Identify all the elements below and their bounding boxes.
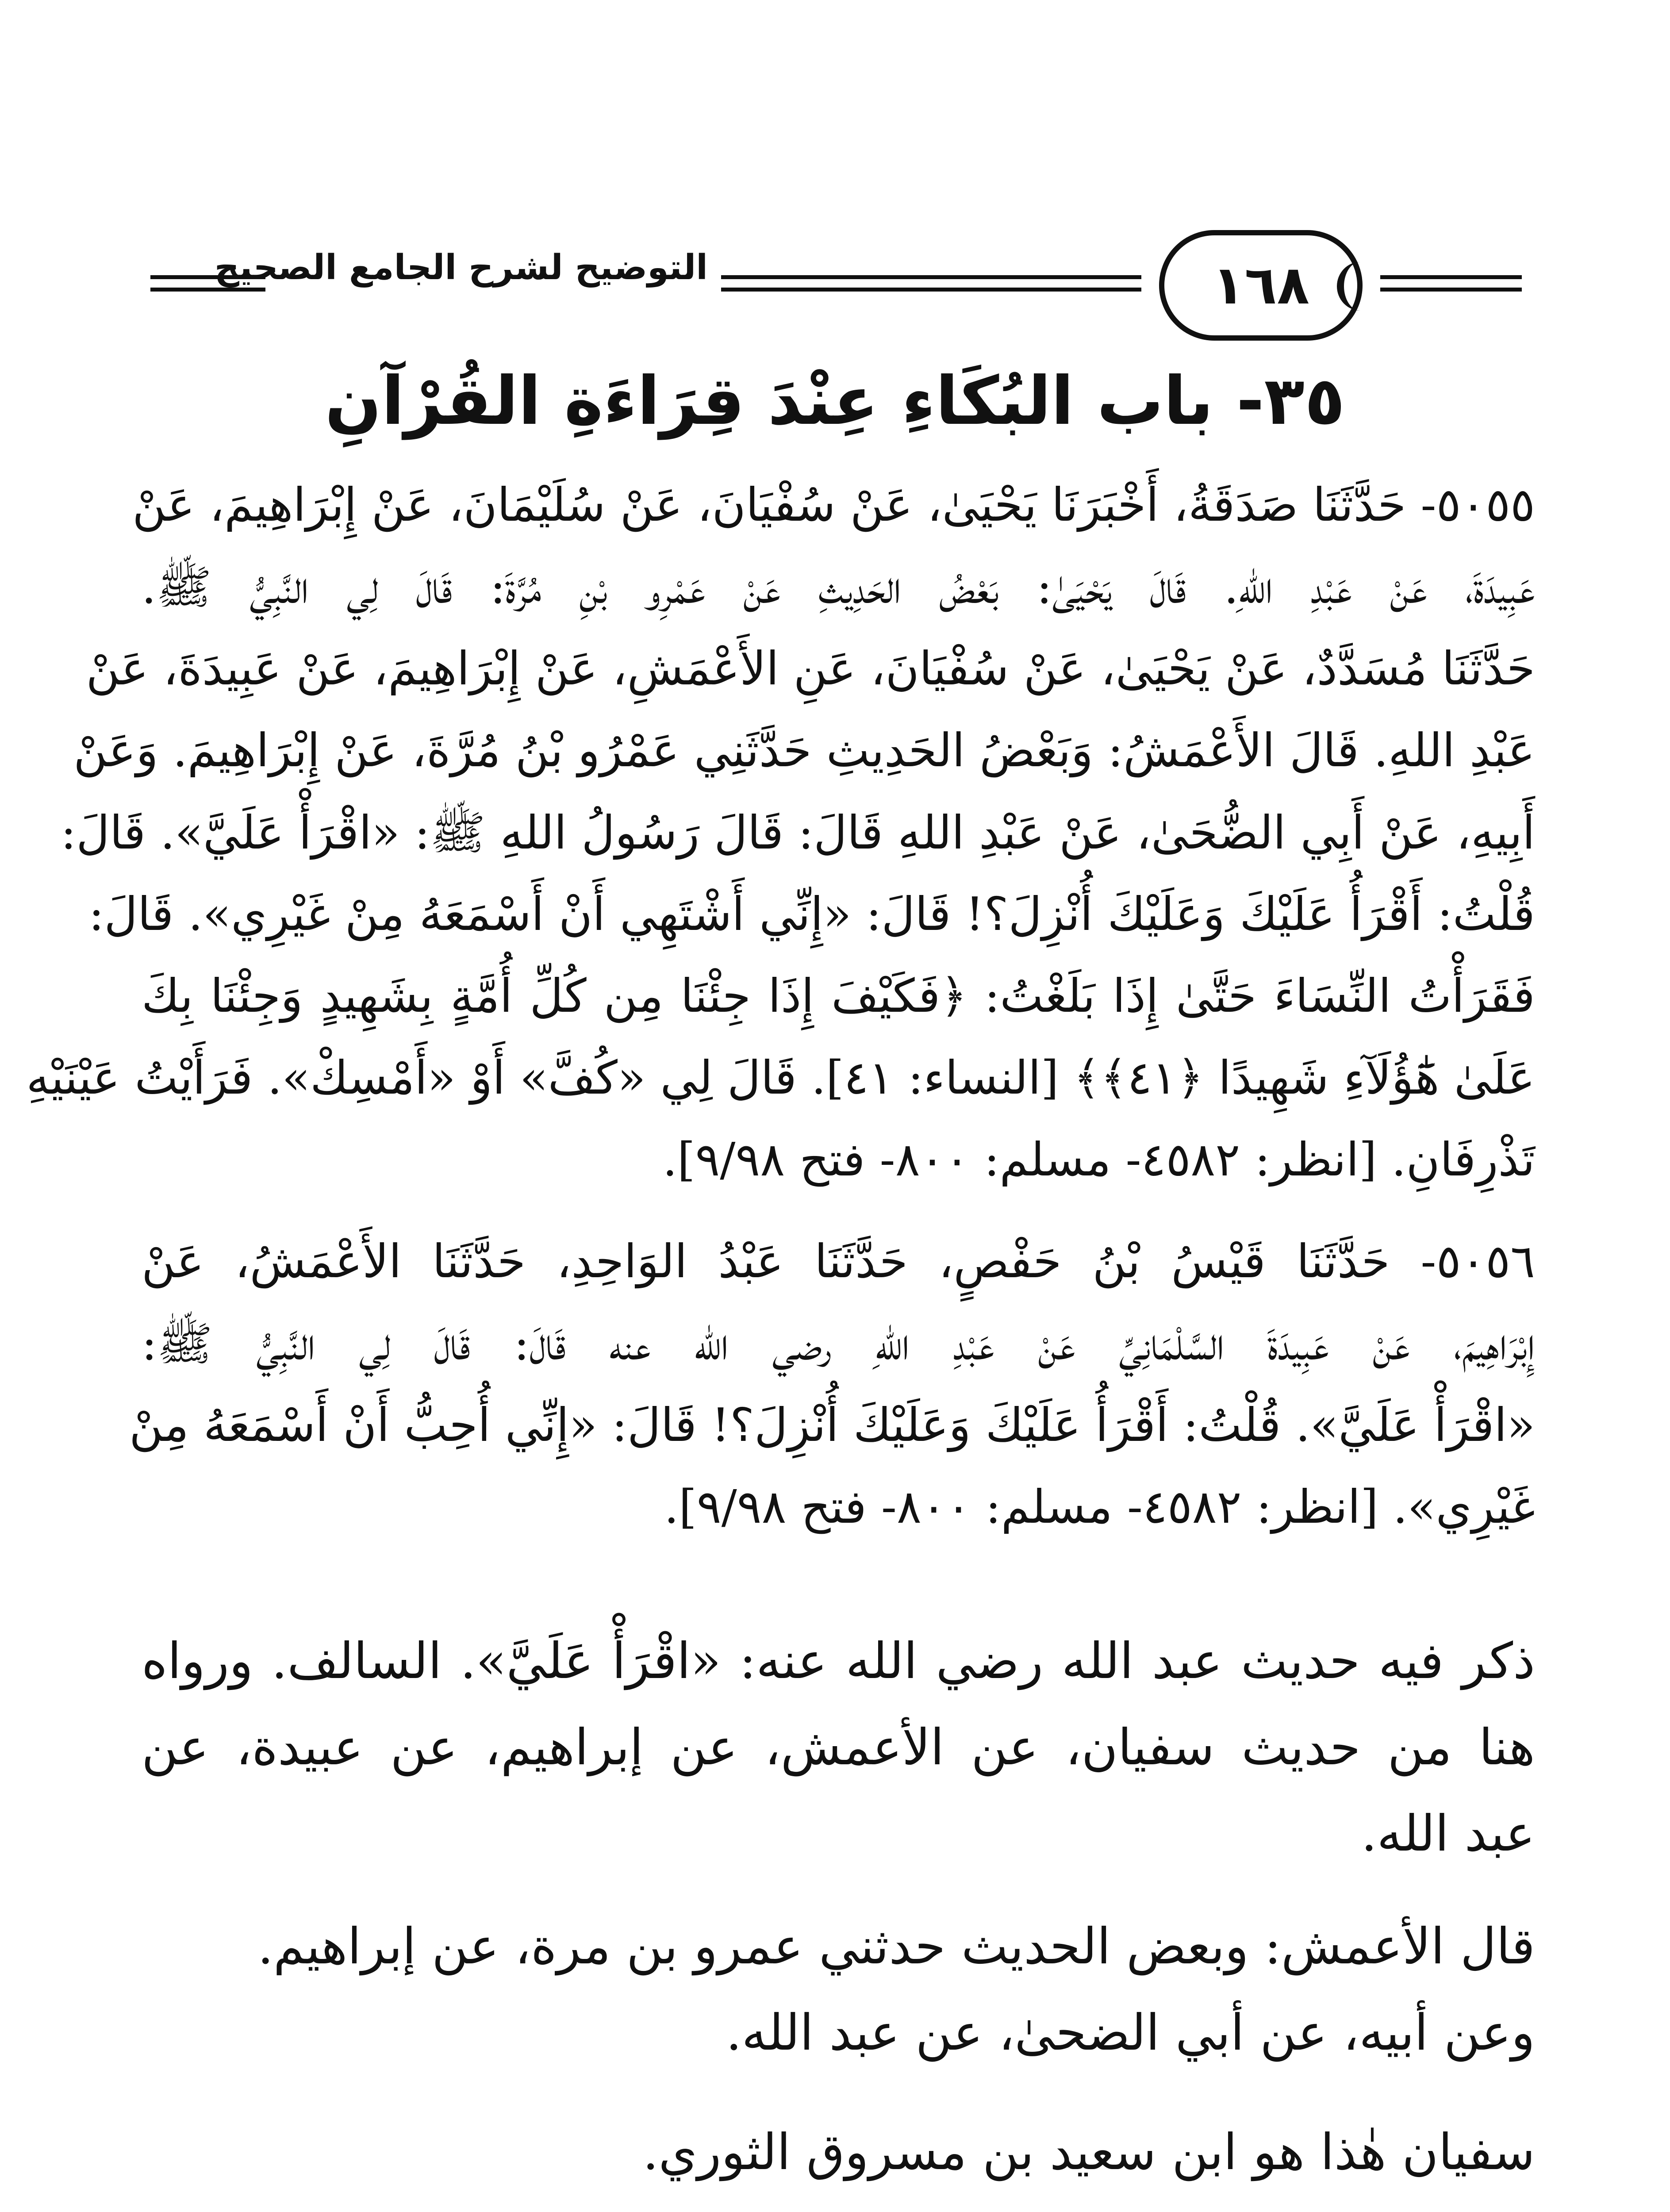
commentary-line: قال الأعمش: وبعض الحديث حدثني عمرو بن مرة، عن إبراهيم. <box>257 1918 1535 1975</box>
commentary-line: ذكر فيه حديث عبد الله رضي الله عنه: «اقْرَأْ عَلَيَّ». السالف. ورواه <box>142 1632 1535 1690</box>
hadith-line: تَذْرِفَانِ. [انظر: ٤٥٨٢- مسلم: ٨٠٠- فتح ٩/٩٨]. <box>662 1133 1535 1187</box>
hadith-line: ٥٠٥٥- حَدَّثَنَا صَدَقَةُ، أَخْبَرَنَا يَحْيَىٰ، عَنْ سُفْيَانَ، عَنْ سُلَيْمَانَ، عَنْ إِبْرَاهِيمَ، عَنْ <box>132 478 1535 532</box>
running-title: التوضيح لشرح الجامع الصحيح <box>214 248 708 288</box>
page-number-badge <box>1159 230 1363 341</box>
header-rule <box>1380 288 1522 292</box>
hadith-line: عَلَىٰ هَٰٓؤُلَآءِ شَهِيدًا ﴿٤١﴾﴾ [النساء: ٤١]. قَالَ لِي «كُفَّ» أَوْ «أَمْسِكْ». فَرَأَيْتُ عَيْنَيْهِ <box>26 1051 1535 1105</box>
hadith-line: فَقَرَأْتُ النِّسَاءَ حَتَّىٰ إِذَا بَلَغْتُ: ﴿فَكَيْفَ إِذَا جِئْنَا مِن كُلِّ أُمَّةٍ بِشَهِيدٍ وَجِئْنَا بِكَ <box>142 969 1535 1023</box>
header-rule <box>721 275 1141 279</box>
commentary-line: عبد الله. <box>1361 1805 1535 1863</box>
hadith-line: غَيْرِي». [انظر: ٤٥٨٢- مسلم: ٨٠٠- فتح ٩/٩٨]. <box>664 1480 1535 1534</box>
hadith-line: عَبِيدَةَ، عَنْ عَبْدِ اللهِ. قَالَ يَحْيَىٰ: بَعْضُ الحَدِيثِ عَنْ عَمْرِو بْنِ مُرَّةَ: قَالَ لِي النَّبِيُّ ﷺ. <box>142 560 1535 614</box>
hadith-line: عَبْدِ اللهِ. قَالَ الأَعْمَشُ: وَبَعْضُ الحَدِيثِ حَدَّثَنِي عَمْرُو بْنُ مُرَّةَ، عَنْ إِبْرَاهِيمَ. وَعَنْ <box>73 723 1535 777</box>
chapter-title: ٣٥- باب البُكَاءِ عِنْدَ قِرَاءَةِ القُرْآنِ <box>325 363 1345 440</box>
hadith-line: قُلْتُ: أَقْرَأُ عَلَيْكَ وَعَلَيْكَ أُنْزِلَ؟! قَالَ: «إِنِّي أَشْتَهِي أَنْ أَسْمَعَهُ مِنْ غَيْرِي». قَالَ: <box>88 887 1535 941</box>
page-number: ١٦٨ <box>1212 254 1309 316</box>
header-rule <box>721 288 1141 292</box>
header-rule <box>1380 275 1522 279</box>
hadith-line: ٥٠٥٦- حَدَّثَنَا قَيْسُ بْنُ حَفْصٍ، حَدَّثَنَا عَبْدُ الوَاحِدِ، حَدَّثَنَا الأَعْمَشُ، عَنْ <box>142 1234 1535 1288</box>
hadith-line: أَبِيهِ، عَنْ أَبِي الضُّحَىٰ، عَنْ عَبْدِ اللهِ قَالَ: قَالَ رَسُولُ اللهِ ﷺ: «اقْرَأْ عَلَيَّ». قَالَ: <box>61 806 1535 860</box>
running-header <box>150 221 1522 354</box>
commentary-line: هنا من حديث سفيان، عن الأعمش، عن إبراهيم، عن عبيدة، عن <box>142 1719 1535 1776</box>
header-rule <box>150 288 265 292</box>
hadith-line: «اقْرَأْ عَلَيَّ». قُلْتُ: أَقْرَأُ عَلَيْكَ وَعَلَيْكَ أُنْزِلَ؟! قَالَ: «إِنِّي أُحِبُّ أَنْ أَسْمَعَهُ مِنْ <box>129 1398 1535 1452</box>
commentary-line: وعن أبيه، عن أبي الضحىٰ، عن عبد الله. <box>726 2004 1535 2062</box>
commentary-line: سفيان هٰذا هو ابن سعيد بن مسروق الثوري. <box>642 2124 1535 2181</box>
hadith-line: حَدَّثَنَا مُسَدَّدٌ، عَنْ يَحْيَىٰ، عَنْ سُفْيَانَ، عَنِ الأَعْمَشِ، عَنْ إِبْرَاهِيمَ، عَنْ عَبِيدَةَ، عَنْ <box>86 641 1535 695</box>
hadith-line: إِبْرَاهِيمَ، عَنْ عَبِيدَةَ السَّلْمَانِيِّ عَنْ عَبْدِ اللهِ رضي الله عنه قَالَ: قَالَ لِي النَّبِيُّ ﷺ: <box>142 1317 1535 1371</box>
